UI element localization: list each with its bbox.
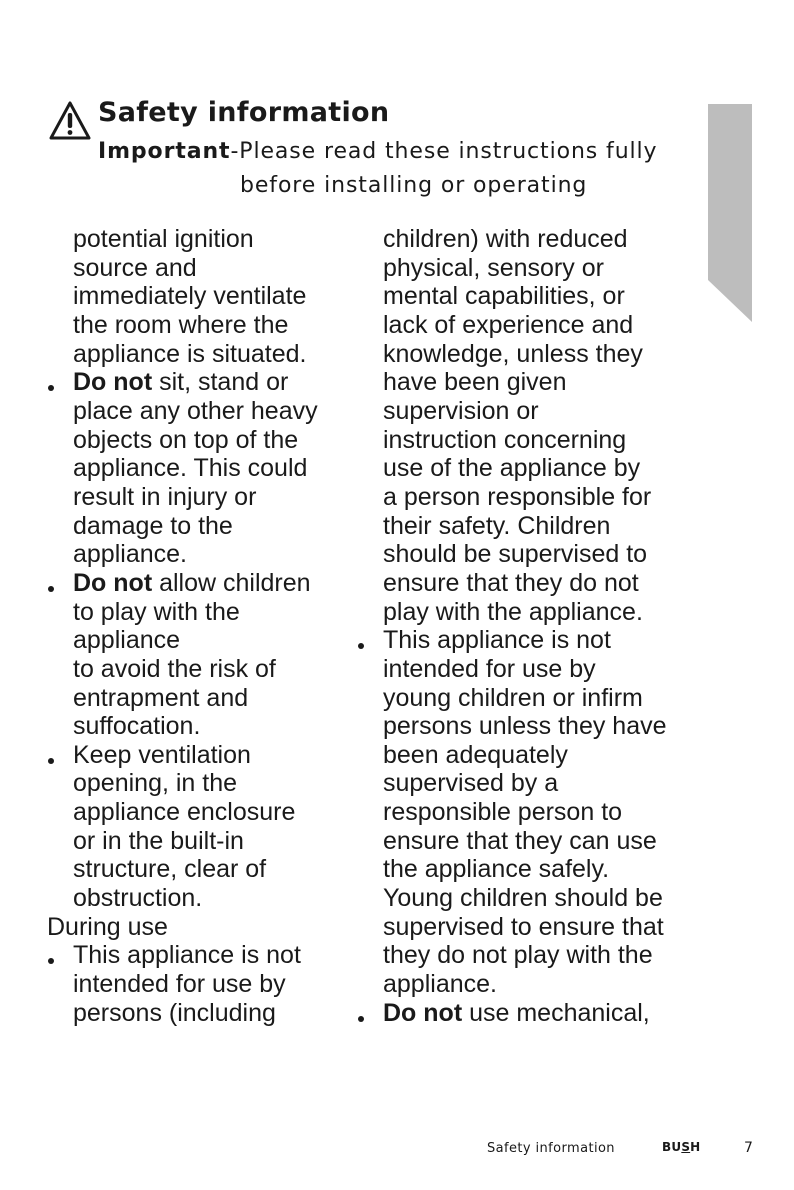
line-text: to play with the <box>73 597 240 626</box>
bullet-item-start <box>47 941 367 970</box>
page-number: 7 <box>744 1140 753 1156</box>
right-column <box>357 225 737 1027</box>
line-text: ensure that they do not <box>383 568 639 597</box>
line-text: to avoid the risk of <box>73 654 276 683</box>
text-line <box>357 282 737 311</box>
text-line <box>47 454 367 483</box>
line-text: should be supervised to <box>383 540 648 569</box>
line-text: have been given <box>383 368 567 397</box>
text-line <box>47 225 367 254</box>
text-line <box>47 769 367 798</box>
text-line <box>47 397 367 426</box>
line-text: intended for use by <box>383 654 596 683</box>
line-text: potential ignition <box>73 225 254 253</box>
text-line <box>357 540 737 569</box>
line-text: appliance <box>73 626 181 655</box>
line-text: a person responsible for <box>383 482 652 511</box>
important-text: -Please read these instructions fully <box>230 139 658 164</box>
line-text: appliance. <box>73 540 187 569</box>
text-line <box>47 426 367 455</box>
text-line <box>47 798 367 827</box>
text-line <box>357 454 737 483</box>
text-line <box>357 941 737 970</box>
important-notice <box>98 139 657 164</box>
line-text: supervision or <box>383 396 539 425</box>
bullet-item-start <box>47 368 367 397</box>
text-line <box>357 512 737 541</box>
line-text: use of the appliance by <box>383 454 641 483</box>
bullet-item-start <box>357 999 737 1028</box>
line-text: opening, in the <box>73 769 238 798</box>
text-line <box>47 855 367 884</box>
text-line <box>357 426 737 455</box>
text-line <box>47 827 367 856</box>
text-line <box>357 483 737 512</box>
line-text: obstruction. <box>73 884 203 913</box>
text-line <box>357 712 737 741</box>
text-line <box>357 684 737 713</box>
text-line <box>357 741 737 770</box>
line-text: During use <box>47 912 168 941</box>
line-text: source and <box>73 253 197 282</box>
line-text: sit, stand or <box>152 368 289 397</box>
line-text: persons unless they have <box>383 712 667 741</box>
text-line <box>357 598 737 627</box>
bullet-item-start <box>357 626 737 655</box>
text-line <box>357 569 737 598</box>
bullet-item-start <box>47 741 367 770</box>
line-text: their safety. Children <box>383 511 611 540</box>
text-line <box>47 512 367 541</box>
text-line <box>47 884 367 913</box>
line-text: ensure that they can use <box>383 826 657 855</box>
text-line <box>357 884 737 913</box>
line-text: knowledge, unless they <box>383 339 643 368</box>
line-text: suffocation. <box>73 712 201 741</box>
line-text: place any other heavy <box>73 396 318 425</box>
line-text: objects on top of the <box>73 425 299 454</box>
line-text: physical, sensory or <box>383 253 604 282</box>
line-text: supervised by a <box>383 769 559 798</box>
line-text: appliance. <box>383 970 497 999</box>
line-text: the room where the <box>73 310 289 339</box>
emphasis-text: Do not <box>73 368 153 397</box>
line-text: appliance. This could <box>73 454 308 483</box>
text-line <box>357 225 737 254</box>
line-text: persons (including <box>73 998 276 1027</box>
line-text: result in injury or <box>73 482 257 511</box>
text-line <box>47 311 367 340</box>
text-line <box>47 340 367 369</box>
emphasis-text: Do not <box>73 568 153 597</box>
line-text: damage to the <box>73 511 233 540</box>
text-line <box>357 769 737 798</box>
line-text: This appliance is not <box>73 941 301 970</box>
section-heading <box>47 913 367 942</box>
text-line <box>47 540 367 569</box>
text-line <box>47 999 367 1028</box>
line-text: play with the appliance. <box>383 597 643 626</box>
text-line <box>357 368 737 397</box>
line-text: mental capabilities, or <box>383 282 625 311</box>
line-text: responsible person to <box>383 798 623 827</box>
warning-triangle-icon <box>48 100 92 142</box>
important-notice-line2: before installing or operating <box>240 173 588 198</box>
text-line <box>357 340 737 369</box>
line-text: This appliance is not <box>383 626 611 655</box>
line-text: young children or infirm <box>383 683 643 712</box>
line-text: intended for use by <box>73 970 286 999</box>
left-column <box>47 225 367 1027</box>
line-text: entrapment and <box>73 683 249 712</box>
important-label: Important <box>98 139 231 164</box>
text-line <box>357 855 737 884</box>
text-line <box>357 311 737 340</box>
text-line <box>357 397 737 426</box>
text-line <box>47 970 367 999</box>
text-line <box>357 655 737 684</box>
line-text: appliance enclosure <box>73 798 296 827</box>
line-text: structure, clear of <box>73 855 267 884</box>
line-text: been adequately <box>383 740 568 769</box>
text-line <box>47 655 367 684</box>
line-text: or in the built-in <box>73 826 244 855</box>
text-line <box>47 483 367 512</box>
text-line <box>47 254 367 283</box>
line-text: supervised to ensure that <box>383 912 664 941</box>
line-text: lack of experience and <box>383 310 634 339</box>
text-line <box>357 827 737 856</box>
text-line <box>47 712 367 741</box>
footer-section-label: Safety information <box>487 1141 615 1156</box>
line-text: instruction concerning <box>383 425 627 454</box>
brand-logo: BUSH <box>662 1140 701 1154</box>
line-text: Keep ventilation <box>73 740 251 769</box>
text-line <box>47 626 367 655</box>
line-text: the appliance safely. <box>383 855 610 884</box>
text-line <box>357 913 737 942</box>
page-title: Safety information <box>98 97 390 128</box>
text-line <box>47 598 367 627</box>
line-text: Young children should be <box>383 884 663 913</box>
text-line <box>47 684 367 713</box>
line-text: immediately ventilate <box>73 282 307 311</box>
text-line <box>357 254 737 283</box>
line-text: children) with reduced <box>383 225 628 253</box>
line-text: appliance is situated. <box>73 339 307 368</box>
line-text: allow children <box>152 568 311 597</box>
text-line <box>357 798 737 827</box>
bullet-item-start <box>47 569 367 598</box>
emphasis-text: Do not <box>383 998 463 1027</box>
text-line <box>357 970 737 999</box>
line-text: use mechanical, <box>462 998 650 1027</box>
line-text: they do not play with the <box>383 941 653 970</box>
text-line <box>47 282 367 311</box>
